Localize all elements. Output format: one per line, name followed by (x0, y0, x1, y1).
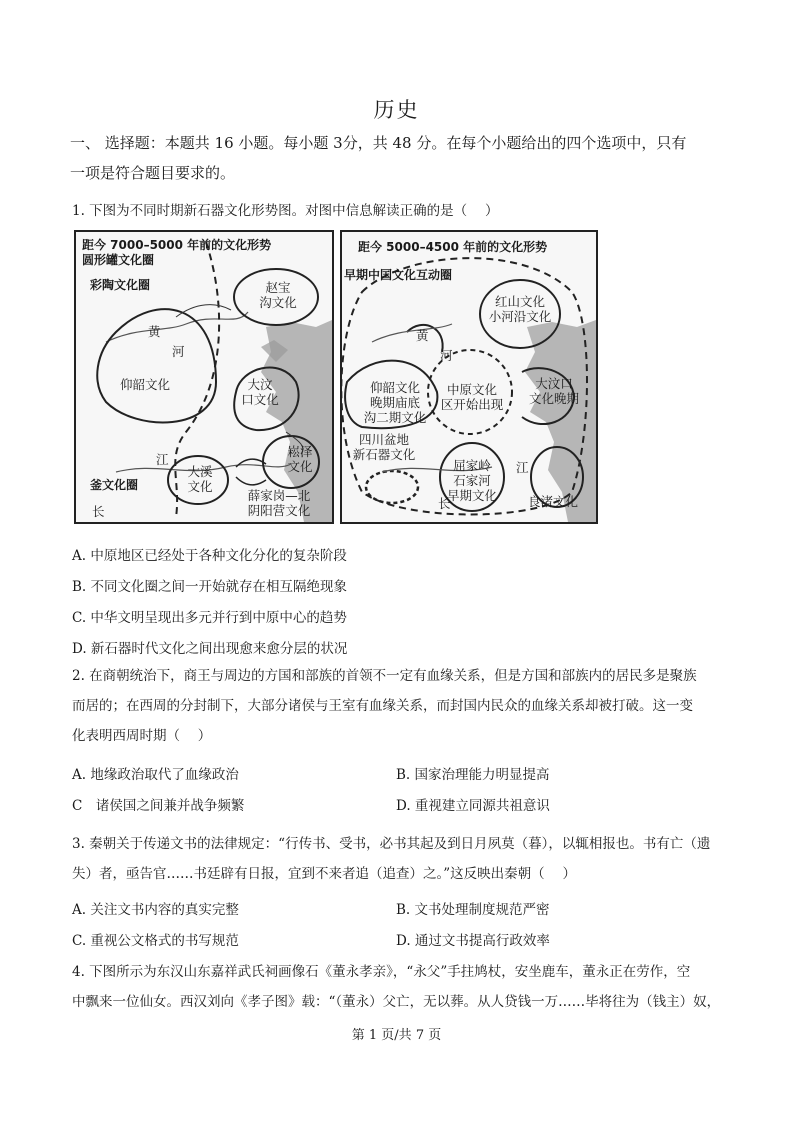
map-left-title: 距今 7000–5000 年前的文化形势 (82, 238, 272, 252)
section-instructions (70, 128, 730, 188)
q2-option-d: D. 重视建立同源共祖意识 (396, 798, 550, 814)
q2-line-1: 2. 在商朝统治下，商王与周边的方国和部族的首领不一定有血缘关系，但是方国和部族内的居民多是聚族 (72, 668, 697, 684)
map-right-jiang-label: 江 (516, 460, 529, 475)
map-left-yangshao-label: 仰韶文化 (120, 377, 171, 392)
map-left-yuanxing-label: 圆形罐文化圈 (82, 253, 155, 267)
map-right-hongshan-label: 红山文化 小河沿文化 (488, 294, 552, 324)
map-left-huang-label: 黄 (148, 324, 161, 339)
q2-line-2: 而居的；在西周的分封制下，大部分诸侯与王室有血缘关系，而封国内民众的血缘关系却被打破。这一变 (72, 698, 693, 714)
map-left-he-label: 河 (172, 344, 185, 359)
q3-line-1: 3. 秦朝关于传递文书的法律规定：“行传书、受书，必书其起及到日月夙莫（暮），以辄相报也。书有亡（遗 (72, 836, 711, 852)
q1-option-a: A. 中原地区已经处于各种文化分化的复杂阶段 (72, 548, 347, 564)
map-right-dawenkou-late-label: 大汶口 文化晚期 (528, 376, 579, 406)
map-right-sichuan-label: 四川盆地 新石器文化 (352, 432, 416, 462)
map-right-chang-label: 长 (438, 496, 451, 511)
map-left-caitao-label: 彩陶文化圈 (90, 278, 151, 292)
map-left-dawenkou-label: 大汶 口文化 (241, 377, 279, 407)
map-right-yangshao-late-label: 仰韶文化 晚期庙底 沟二期文化 (363, 380, 427, 425)
q1-option-d: D. 新石器时代文化之间出现愈来愈分层的状况 (72, 641, 348, 657)
q2-option-a: A. 地缘政治取代了血缘政治 (72, 767, 239, 783)
q2-line-3: 化表明西周时期（ ） (72, 728, 212, 744)
question-1-stem: 1. 下图为不同时期新石器文化形势图。对图中信息解读正确的是（ ） (72, 203, 499, 219)
map-left-jiang-label: 江 (156, 452, 169, 467)
question-2-stem (72, 661, 732, 751)
section-line-1: 一、 选择题：本题共 16 小题。每小题 3分，共 48 分。在每个小题给出的四个选项中，只有 (70, 134, 687, 152)
map-right-zhongyuan-label: 中原文化 区开始出现 (440, 382, 504, 412)
map-right-zaoqi-label: 早期中国文化互动圈 (344, 268, 453, 282)
q3-option-d: D. 通过文书提高行政效率 (396, 933, 550, 949)
map-right-he-label: 河 (440, 348, 453, 363)
page-footer: 第 1 页/共 7 页 (351, 1028, 442, 1043)
map-left-zhaobao-label: 赵宝 沟文化 (259, 280, 297, 310)
page-title: 历史 (373, 98, 420, 122)
q3-option-a: A. 关注文书内容的真实完整 (72, 902, 239, 918)
q3-line-2: 失）者，亟告官……书廷辟有日报，宜到不来者追（追查）之。”这反映出秦朝（ ） (72, 866, 576, 882)
map-left-songze-label: 崧泽 文化 (287, 444, 313, 474)
question-3-stem (72, 829, 732, 889)
map-right-huang-label: 黄 (416, 328, 429, 343)
q4-line-2: 中飘来一位仙女。西汉刘向《孝子图》载：“（董永）父亡，无以葬。从人贷钱一万……毕将往为（钱主）奴， (72, 994, 721, 1010)
map-left-xuejia-label: 薛家岗—北 阴阳营文化 (247, 488, 311, 518)
map-right-qujialing-label: 屈家岭 石家河 早期文化 (446, 458, 497, 503)
section-line-2: 一项是符合题目要求的。 (70, 164, 236, 182)
q3-option-c: C. 重视公文格式的书写规范 (72, 933, 239, 949)
q2-option-c: C 诸侯国之间兼并战争频繁 (72, 798, 245, 814)
map-left-fu-label: 釜文化圈 (90, 478, 139, 492)
map-left-chang-label: 长 (92, 504, 105, 519)
q1-option-b: B. 不同文化圈之间一开始就存在相互隔绝现象 (72, 579, 348, 595)
question-4-stem (72, 957, 732, 1017)
map-right-title: 距今 5000–4500 年前的文化形势 (358, 240, 548, 254)
map-left (74, 230, 334, 524)
map-right (340, 230, 598, 524)
q2-option-b: B. 国家治理能力明显提高 (396, 767, 550, 783)
q3-option-b: B. 文书处理制度规范严密 (396, 902, 550, 918)
map-left-dayi-label: 大溪 文化 (187, 464, 213, 494)
q4-line-1: 4. 下图所示为东汉山东嘉祥武氏祠画像石《董永孝亲》，“永父”手拄鸠杖，安坐鹿车，董永正在劳作，空 (72, 964, 691, 980)
map-right-liangzhu-label: 良渚文化 (528, 494, 579, 509)
q1-option-c: C. 中华文明呈现出多元并行到中原中心的趋势 (72, 610, 347, 626)
